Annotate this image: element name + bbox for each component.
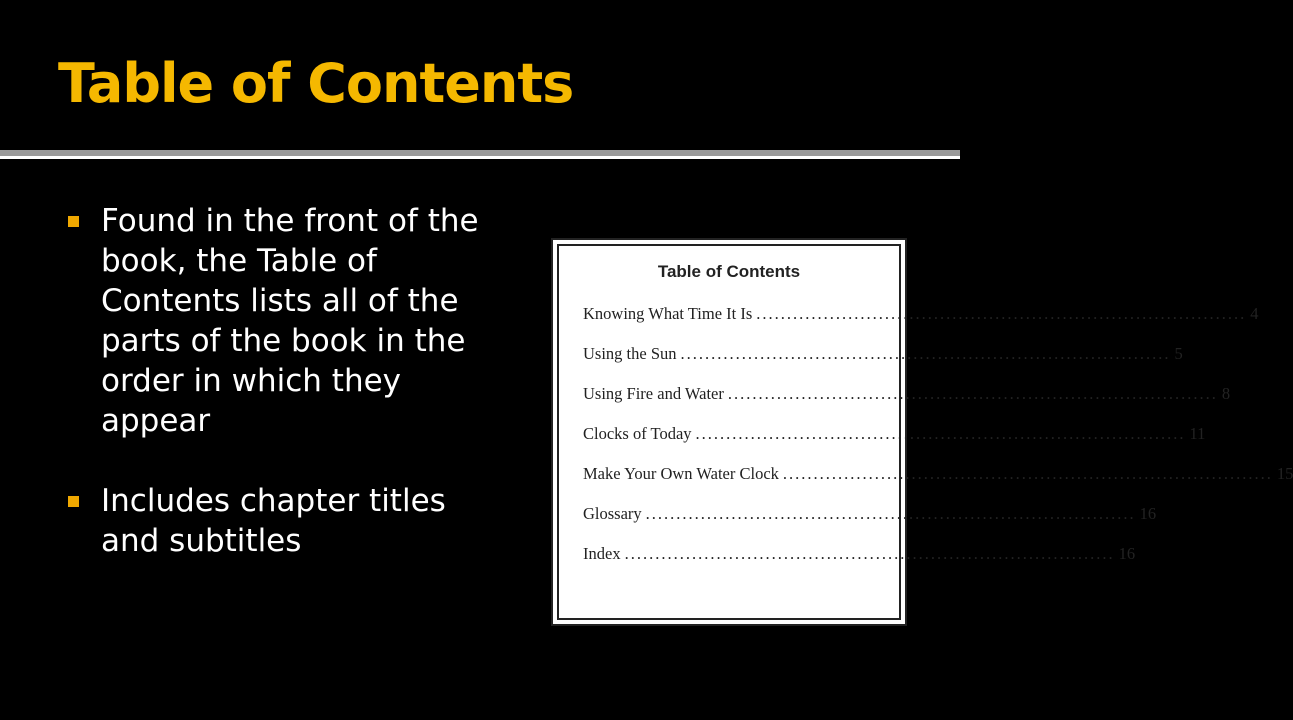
toc-entry [583,544,1136,584]
toc-entry-name: Clocks of Today [583,424,692,443]
toc-entry-name: Glossary [583,504,642,523]
toc-leader-dots: ................................................................................ [782,464,1273,483]
toc-entry-name: Index [583,544,621,563]
toc-leader-dots: ................................................................................ [695,424,1186,443]
square-bullet-icon [68,216,79,227]
slide-content [0,159,1293,720]
toc-leader-dots: ................................................................................ [756,304,1247,323]
toc-entry-page: 8 [1221,384,1231,403]
toc-leader-dots: ................................................................................ [680,344,1171,363]
toc-entry [583,504,1157,544]
toc-entry-page: 15 [1276,464,1293,483]
bullet-list [68,201,508,601]
toc-entry [583,464,1293,504]
square-bullet-icon [68,496,79,507]
toc-entry [583,344,1183,384]
toc-entry [583,304,1259,344]
toc-leader-dots: ................................................................................ [624,544,1115,563]
toc-entry-name: Using Fire and Water [583,384,724,403]
toc-entry-name: Using the Sun [583,344,677,363]
toc-entry-list [583,304,1293,584]
toc-entry-name: Knowing What Time It Is [583,304,753,323]
toc-entry-page: 16 [1139,504,1157,523]
bullet-text: Includes chapter titles and subtitles [101,483,446,559]
toc-leader-dots: ................................................................................ [727,384,1218,403]
bullet-text: Found in the front of the book, the Table of Contents lists all of the parts of the book in the order in which they appear [101,203,479,439]
toc-image-title: Table of Contents [657,262,801,281]
bullet-item [68,481,508,561]
toc-entry-page: 4 [1250,304,1259,323]
title-bar [0,0,960,150]
toc-entry-page: 5 [1174,344,1183,363]
toc-leader-dots: ................................................................................ [645,504,1136,523]
toc-entry-page: 11 [1189,424,1206,443]
toc-entry [583,424,1206,464]
bullet-item [68,201,508,441]
slide-title: Table of Contents [58,52,574,115]
toc-entry [583,384,1231,424]
toc-image [551,238,1293,626]
toc-entry-page: 16 [1118,544,1136,563]
toc-entry-name: Make Your Own Water Clock [583,464,779,483]
